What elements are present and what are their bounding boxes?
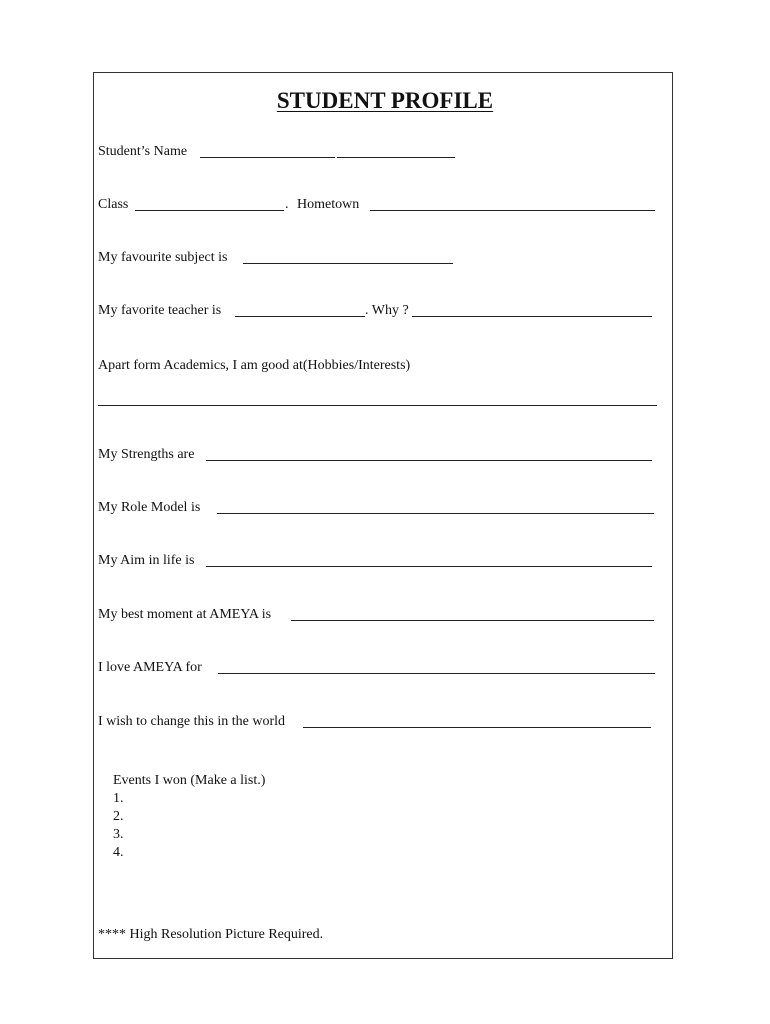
- why-label: . Why ?: [365, 303, 409, 318]
- best-moment-label: My best moment at AMEYA is: [98, 607, 272, 622]
- hobbies-label: Apart form Academics, I am good at(Hobbies/Interests): [98, 358, 411, 373]
- role-model-line[interactable]: [217, 513, 654, 514]
- why-line[interactable]: [412, 316, 652, 317]
- change-world-line[interactable]: [303, 727, 651, 728]
- best-moment-line[interactable]: [291, 620, 654, 621]
- student-name-label: Student’s Name: [98, 144, 188, 159]
- picture-note: **** High Resolution Picture Required.: [98, 927, 324, 942]
- list-item[interactable]: 2.: [113, 809, 124, 824]
- student-name-line-1[interactable]: [200, 157, 335, 158]
- class-separator: .: [285, 197, 289, 212]
- events-heading: Events I won (Make a list.): [113, 773, 266, 788]
- role-model-label: My Role Model is: [98, 500, 201, 515]
- hobbies-line[interactable]: [98, 405, 657, 406]
- strengths-line[interactable]: [206, 460, 652, 461]
- aim-line[interactable]: [206, 566, 652, 567]
- love-ameya-line[interactable]: [218, 673, 655, 674]
- class-line[interactable]: [135, 210, 284, 211]
- favourite-teacher-label: My favorite teacher is: [98, 303, 222, 318]
- hometown-label: Hometown: [297, 197, 360, 212]
- list-item[interactable]: 4.: [113, 845, 124, 860]
- page-title: STUDENT PROFILE: [276, 88, 494, 113]
- aim-label: My Aim in life is: [98, 553, 195, 568]
- hometown-line[interactable]: [370, 210, 655, 211]
- student-name-line-2[interactable]: [337, 157, 455, 158]
- favourite-subject-line[interactable]: [243, 263, 453, 264]
- list-item[interactable]: 3.: [113, 827, 124, 842]
- love-ameya-label: I love AMEYA for: [98, 660, 202, 675]
- strengths-label: My Strengths are: [98, 447, 195, 462]
- favourite-teacher-line[interactable]: [235, 316, 365, 317]
- class-label: Class: [98, 197, 129, 212]
- list-item[interactable]: 1.: [113, 791, 124, 806]
- events-list: [113, 772, 265, 862]
- change-world-label: I wish to change this in the world: [98, 714, 286, 729]
- favourite-subject-label: My favourite subject is: [98, 250, 228, 265]
